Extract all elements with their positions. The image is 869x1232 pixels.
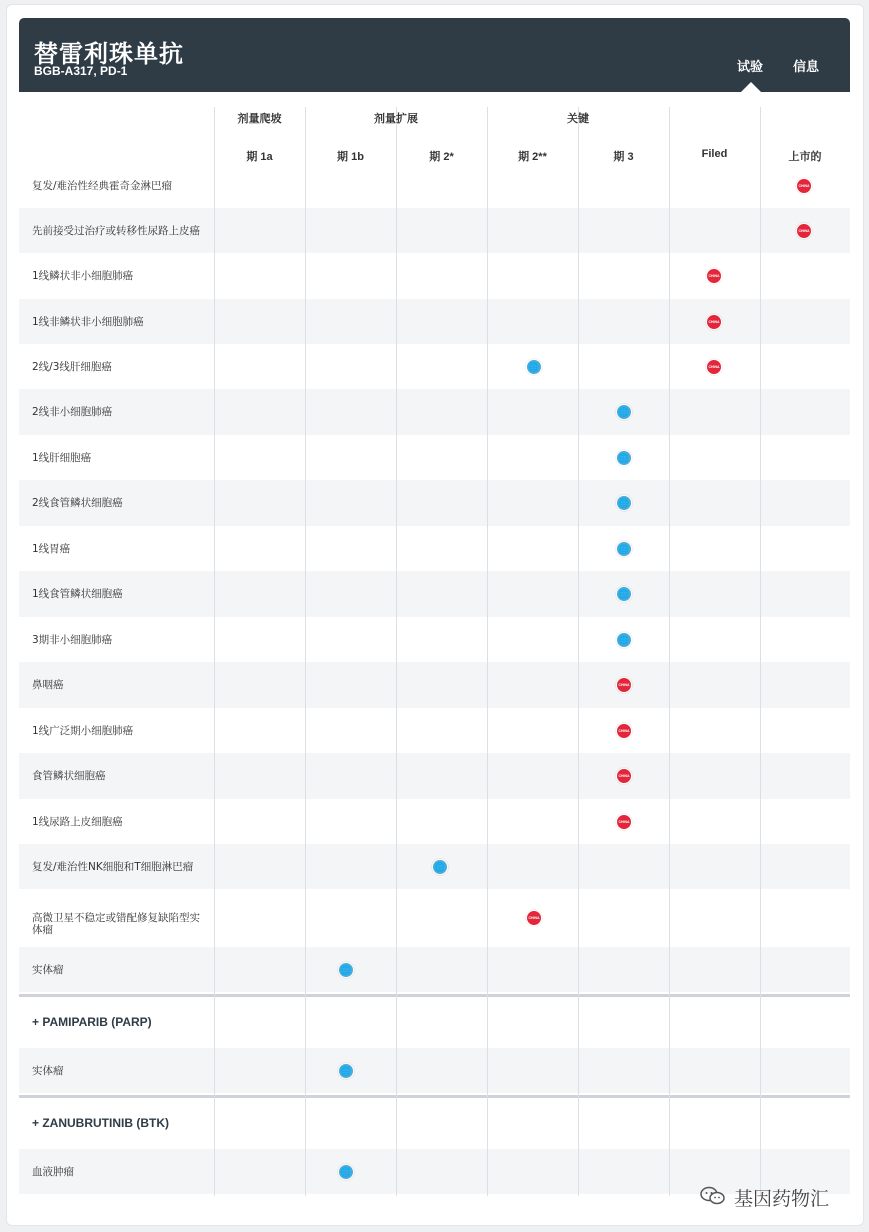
watermark-text: 基因药物汇 xyxy=(734,1188,830,1210)
phase-group-label: 关键 xyxy=(567,113,589,125)
globe-icon[interactable]: 🌐 xyxy=(616,450,632,466)
phase-group-label: 剂量爬坡 xyxy=(237,113,282,125)
progress-bar-global xyxy=(214,638,624,643)
indication-label: 复发/难治性NK细胞和T细胞淋巴瘤 xyxy=(32,861,194,873)
indication-label: 1线食管鳞状细胞癌 xyxy=(32,588,123,600)
progress-bar-global xyxy=(214,410,624,415)
indication-label: 高微卫星不稳定或错配修复缺陷型实体瘤 xyxy=(32,912,200,936)
china-flag-icon[interactable]: CHINA xyxy=(616,723,632,739)
progress-bar-global xyxy=(214,456,624,461)
indication-label: 1线非鳞状非小细胞肺癌 xyxy=(32,316,144,328)
indication-label: 1线广泛期小细胞肺癌 xyxy=(32,725,134,737)
indication-label: 食管鳞状细胞癌 xyxy=(32,770,106,782)
china-flag-icon[interactable]: CHINA xyxy=(616,768,632,784)
indication-label: 3期非小细胞肺癌 xyxy=(32,634,113,646)
section-divider xyxy=(19,1095,850,1098)
globe-icon[interactable]: 🌐 xyxy=(338,962,354,978)
phase-column-line xyxy=(760,107,761,1196)
phase-column-line xyxy=(214,107,215,1196)
indication-label: 实体瘤 xyxy=(32,1065,64,1077)
globe-icon[interactable]: 🌐 xyxy=(616,404,632,420)
indication-label: 1线肝细胞癌 xyxy=(32,452,92,464)
progress-bar-china xyxy=(214,820,624,825)
globe-icon[interactable]: 🌐 xyxy=(616,541,632,557)
indication-label: 1线尿路上皮细胞癌 xyxy=(32,816,123,828)
indication-label: 复发/难治性经典霍奇金淋巴瘤 xyxy=(32,180,173,192)
progress-bar-china xyxy=(214,729,624,734)
progress-bar-china xyxy=(214,774,624,779)
pipeline-grid xyxy=(19,92,850,1196)
indication-label: 1线胃癌 xyxy=(32,543,71,555)
wechat-icon xyxy=(700,1186,726,1206)
drug-subtitle: BGB-A317, PD-1 xyxy=(34,64,128,78)
phase-column-line xyxy=(396,107,397,1196)
phase-label: 期 2* xyxy=(429,151,454,163)
progress-bar-china xyxy=(214,274,714,279)
progress-bar-china xyxy=(214,184,804,189)
progress-bar-china xyxy=(214,320,714,325)
china-flag-icon[interactable]: CHINA xyxy=(616,677,632,693)
china-flag-icon[interactable]: CHINA xyxy=(706,268,722,284)
tab-info[interactable]: 信息 xyxy=(793,59,820,74)
progress-bar-global xyxy=(214,592,624,597)
globe-icon[interactable]: 🌐 xyxy=(526,359,542,375)
active-tab-caret xyxy=(741,82,761,92)
phase-label: 期 1a xyxy=(246,151,273,163)
phase-label: 期 3 xyxy=(613,151,634,163)
china-flag-icon[interactable]: CHINA xyxy=(616,814,632,830)
globe-icon[interactable]: 🌐 xyxy=(616,632,632,648)
progress-bar-china xyxy=(214,683,624,688)
progress-bar-global xyxy=(214,865,440,870)
indication-label: 鼻咽癌 xyxy=(32,679,64,691)
phase-column-line xyxy=(578,107,579,1196)
section-divider xyxy=(19,994,850,997)
indication-label: 2线/3线肝细胞癌 xyxy=(32,361,112,373)
globe-icon[interactable]: 🌐 xyxy=(338,1063,354,1079)
combination-section-title: + PAMIPARIB (PARP) xyxy=(32,1015,152,1029)
tab-trials[interactable]: 试验 xyxy=(737,59,764,74)
progress-bar-china xyxy=(214,365,714,370)
combination-section-title: + ZANUBRUTINIB (BTK) xyxy=(32,1116,169,1130)
progress-bar-global xyxy=(214,968,346,973)
china-flag-icon[interactable]: CHINA xyxy=(706,359,722,375)
phase-group-label: 剂量扩展 xyxy=(374,113,418,125)
globe-icon[interactable]: 🌐 xyxy=(616,495,632,511)
drug-title: 替雷利珠单抗 xyxy=(34,40,184,68)
phase-label: 上市的 xyxy=(788,151,822,163)
globe-icon[interactable]: 🌐 xyxy=(616,586,632,602)
progress-bar-china xyxy=(214,916,534,921)
drug-header xyxy=(19,18,850,92)
progress-bar-global xyxy=(214,1069,346,1074)
phase-label: 期 1b xyxy=(337,151,364,163)
indication-label: 实体瘤 xyxy=(32,964,64,976)
globe-icon[interactable]: 🌐 xyxy=(338,1164,354,1180)
china-flag-icon[interactable]: CHINA xyxy=(706,314,722,330)
indication-label: 2线食管鳞状细胞癌 xyxy=(32,497,123,509)
phase-label: Filed xyxy=(701,148,728,160)
progress-bar-china xyxy=(214,229,804,234)
progress-bar-global xyxy=(214,547,624,552)
progress-bar-global xyxy=(214,501,624,506)
phase-label: 期 2** xyxy=(518,151,547,163)
phase-column-line xyxy=(669,107,670,1196)
progress-bar-global xyxy=(214,1170,346,1175)
globe-icon[interactable]: 🌐 xyxy=(432,859,448,875)
china-flag-icon[interactable]: CHINA xyxy=(796,223,812,239)
indication-label: 先前接受过治疗或转移性尿路上皮癌 xyxy=(32,225,200,237)
phase-column-line xyxy=(487,107,488,1196)
phase-column-line xyxy=(305,107,306,1196)
china-flag-icon[interactable]: CHINA xyxy=(796,178,812,194)
china-flag-icon[interactable]: CHINA xyxy=(526,910,542,926)
indication-label: 血液肿瘤 xyxy=(32,1166,74,1178)
indication-label: 2线非小细胞肺癌 xyxy=(32,406,113,418)
indication-label: 1线鳞状非小细胞肺癌 xyxy=(32,270,134,282)
